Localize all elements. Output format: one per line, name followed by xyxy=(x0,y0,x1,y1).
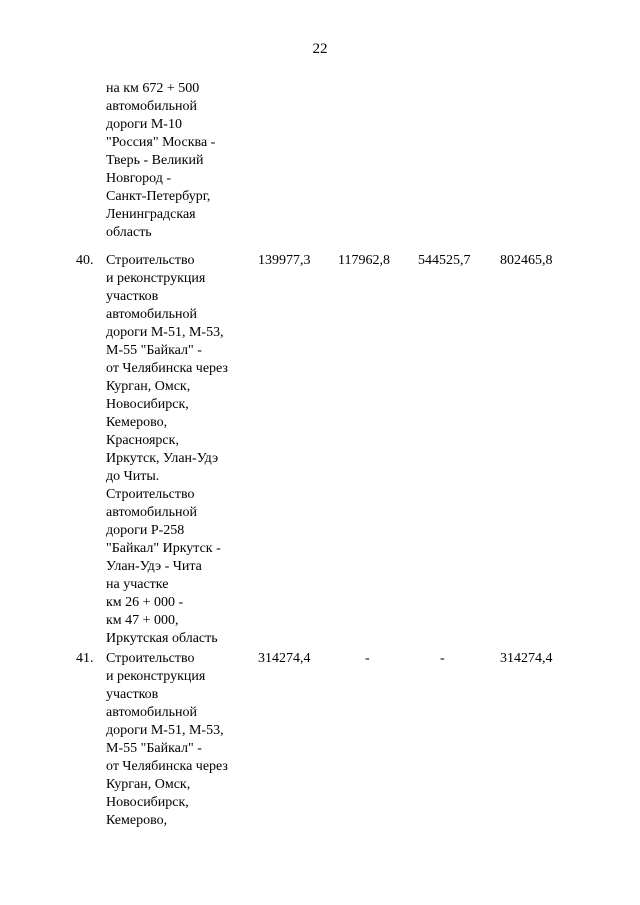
text-line: участков xyxy=(106,687,159,702)
text-line: км 47 + 000, xyxy=(106,613,179,628)
text-line: автомобильной xyxy=(106,705,197,720)
text-line: и реконструкция xyxy=(106,271,206,286)
value-cell: - xyxy=(365,651,370,666)
value-cell: 314274,4 xyxy=(258,651,311,666)
text-line: Ленинградская xyxy=(106,207,196,222)
row-index: 40. xyxy=(76,253,94,268)
text-line: "Байкал" Иркутск - xyxy=(106,541,221,556)
text-line: Новгород - xyxy=(106,171,171,186)
text-line: от Челябинска через xyxy=(106,759,228,774)
text-line: на км 672 + 500 xyxy=(106,81,200,96)
text-line: Кемерово, xyxy=(106,813,168,828)
text-line: дороги М-51, М-53, xyxy=(106,723,224,738)
text-line: М-55 "Байкал" - xyxy=(106,741,202,756)
text-line: Курган, Омск, xyxy=(106,777,191,792)
text-line: автомобильной xyxy=(106,505,197,520)
text-line: Строительство xyxy=(106,651,195,666)
text-line: от Челябинска через xyxy=(106,361,228,376)
text-line: до Читы. xyxy=(106,469,160,484)
text-line: и реконструкция xyxy=(106,669,206,684)
text-line: Санкт-Петербург, xyxy=(106,189,211,204)
value-cell: - xyxy=(440,651,445,666)
text-line: автомобильной xyxy=(106,99,197,114)
value-cell: 802465,8 xyxy=(500,253,553,268)
text-line: км 26 + 000 - xyxy=(106,595,184,610)
text-line: дороги М-10 xyxy=(106,117,182,132)
text-line: Кемерово, xyxy=(106,415,168,430)
text-line: Новосибирск, xyxy=(106,795,189,810)
text-line: Тверь - Великий xyxy=(106,153,204,168)
text-line: дороги М-51, М-53, xyxy=(106,325,224,340)
text-line: дороги Р-258 xyxy=(106,523,185,538)
text-line: "Россия" Москва - xyxy=(106,135,216,150)
text-line: Строительство xyxy=(106,487,195,502)
value-cell: 139977,3 xyxy=(258,253,311,268)
value-cell: 314274,4 xyxy=(500,651,553,666)
text-line: на участке xyxy=(106,577,169,592)
text-line: Улан-Удэ - Чита xyxy=(106,559,202,574)
text-line: Иркутская область xyxy=(106,631,218,646)
text-line: участков xyxy=(106,289,159,304)
text-line: Курган, Омск, xyxy=(106,379,191,394)
value-cell: 117962,8 xyxy=(338,253,390,268)
text-line: Красноярск, xyxy=(106,433,179,448)
page-number: 22 xyxy=(312,41,328,57)
value-cell: 544525,7 xyxy=(418,253,471,268)
text-line: область xyxy=(106,225,152,240)
text-line: Иркутск, Улан-Удэ xyxy=(106,451,219,466)
row-index: 41. xyxy=(76,651,94,666)
text-line: Строительство xyxy=(106,253,195,268)
text-line: автомобильной xyxy=(106,307,197,322)
text-line: Новосибирск, xyxy=(106,397,189,412)
text-line: М-55 "Байкал" - xyxy=(106,343,202,358)
